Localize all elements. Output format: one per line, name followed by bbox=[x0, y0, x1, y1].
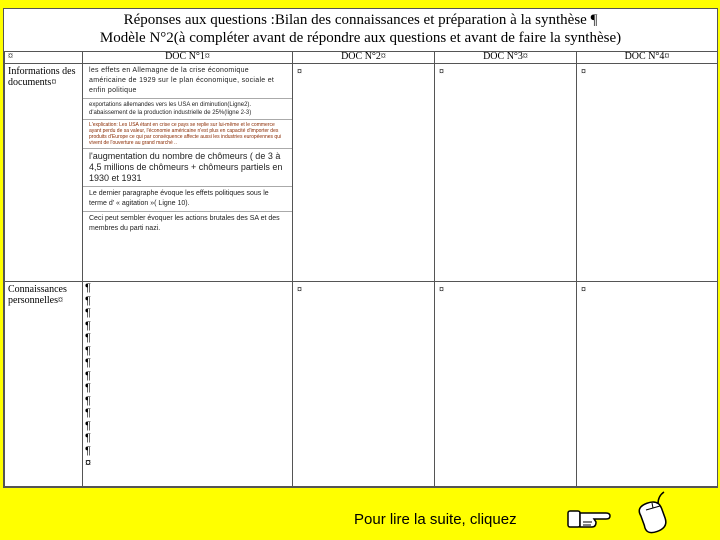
doc1-knowledge-cell bbox=[83, 282, 293, 487]
synthesis-table bbox=[4, 51, 718, 487]
slide-footer bbox=[0, 488, 720, 540]
doc4-knowledge-cell: ¤ bbox=[577, 282, 718, 487]
pointing-hand-icon[interactable] bbox=[566, 505, 612, 531]
doc2-knowledge-cell: ¤ bbox=[293, 282, 435, 487]
column-header-doc4: DOC N°4¤ bbox=[577, 52, 718, 64]
doc1-information-cell bbox=[83, 64, 293, 282]
doc1-block-political: Le dernier paragraphe évoque les effets politiques sous le terme d' « agitation »( Ligne 10). bbox=[83, 186, 292, 211]
title-line-2: Modèle N°2(à compléter avant de répondre aux questions et avant de faire la synthèse) bbox=[99, 30, 622, 46]
doc3-knowledge-cell: ¤ bbox=[435, 282, 577, 487]
doc2-information-cell: ¤ bbox=[293, 64, 435, 282]
title-line-1: Réponses aux questions :Bilan des connaissances et préparation à la synthèse ¶ bbox=[123, 12, 598, 28]
column-header-doc1: DOC N°1¤ bbox=[83, 52, 293, 64]
row-label-informations: Informations des documents¤ bbox=[5, 64, 83, 282]
column-header-doc3: DOC N°3¤ bbox=[435, 52, 577, 64]
continue-reading-text: Pour lire la suite, cliquez bbox=[354, 511, 517, 528]
row-label-connaissances: Connaissances personnelles¤ bbox=[5, 282, 83, 487]
doc1-block-sa-actions: Ceci peut sembler évoquer les actions brutales des SA et des membres du parti nazi. bbox=[83, 211, 292, 236]
doc1-block-unemployment: l'augmentation du nombre de chômeurs ( de 3 à 4,5 millions de chômeurs + chômeurs partiels en 1930 et 1931 bbox=[83, 148, 292, 186]
document-sheet bbox=[3, 8, 718, 488]
pilcrow-list: ¶ ¶ ¶ ¶ ¶ ¶ ¶ ¶ ¶ ¶ ¶ ¶ ¶ ¶ ¤ bbox=[85, 282, 92, 469]
computer-mouse-icon[interactable] bbox=[636, 490, 670, 534]
corner-cell: ¤ bbox=[5, 52, 83, 64]
document-header bbox=[4, 9, 717, 51]
doc1-block-effects: les effets en Allemagne de la crise économique américaine de 1929 sur le plan économique, sociale et enfin politique bbox=[89, 67, 275, 94]
column-header-doc2: DOC N°2¤ bbox=[293, 52, 435, 64]
doc1-block-explanation: L'explication: Les USA étant en crise ce pays se replie sur lui-même et le commerce ayant perdu de sa valeur, l'économie américaine n'est plus en capacité d'importer des produits d'Europe ce qui par conséquence affecte aussi les industries européennes qui vivent de l'ouverture au grand marché .. bbox=[83, 119, 292, 148]
doc3-information-cell: ¤ bbox=[435, 64, 577, 282]
doc1-block-exports: exportations allemandes vers les USA en diminution(Ligne2). d'abaissement de la production industrielle de 25%(ligne 2-3) bbox=[83, 98, 292, 119]
doc4-information-cell: ¤ bbox=[577, 64, 718, 282]
